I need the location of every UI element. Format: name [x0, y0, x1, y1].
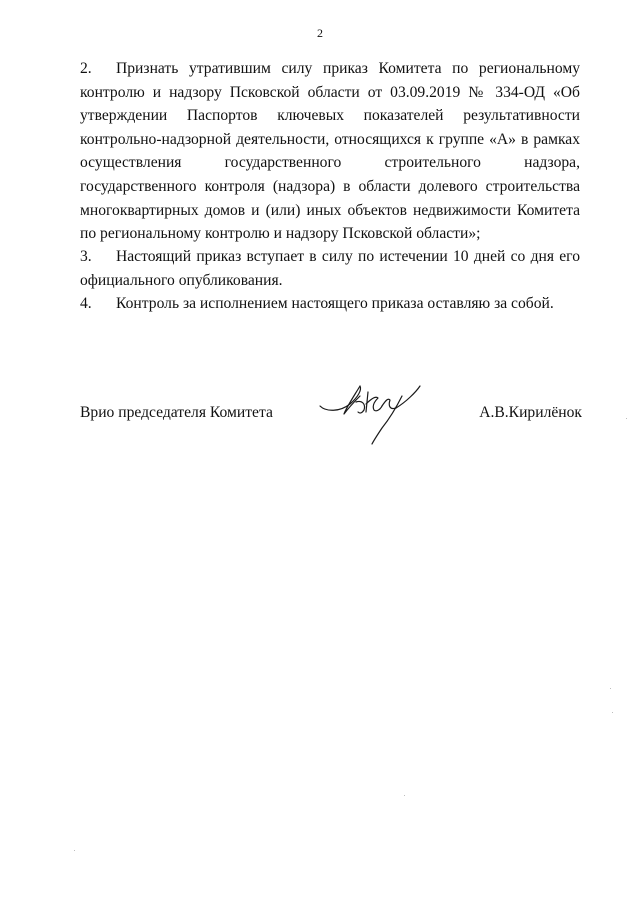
clause-text-first-line: Признать утратившим силу приказ Комитета по региональному — [116, 60, 580, 77]
signature-block — [80, 404, 582, 464]
signatory-name: А.В.Кирилёнок — [479, 404, 582, 421]
page-number: 2 — [317, 26, 323, 40]
scan-speck — [626, 418, 627, 419]
scan-speck — [610, 688, 611, 689]
clause-number: 2. — [80, 60, 92, 77]
clause-text: официального опубликования. — [80, 271, 283, 289]
scan-speck — [404, 795, 405, 796]
handwritten-signature — [316, 382, 426, 448]
clause-text-first-line: Настоящий приказ вступает в силу по истечении 10 дней со дня его — [116, 248, 580, 265]
clause-text: контролю и надзору Псковской области от 03.09.2019 № 334-ОД «Об утверждении Паспортов ключевых показателей результативности контрольно-надзорной деятельности, относящихся к группе «А» в рамках осуществления государственного строительного надзора, государственного контроля (надзора) в области долевого строительства многоквартирных домов и (или) иных объектов недвижимости Комитета по региональному контролю и надзору Псковской области»; — [80, 83, 580, 243]
clause-text: Контроль за исполнением настоящего приказа оставляю за собой. — [116, 295, 554, 312]
scan-speck — [612, 712, 613, 713]
signatory-position: Врио председателя Комитета — [80, 404, 273, 421]
clause-2 — [80, 57, 580, 246]
clause-4 — [80, 292, 580, 316]
clause-number: 4. — [80, 295, 92, 312]
scan-speck — [74, 850, 75, 851]
clause-3 — [80, 245, 580, 292]
clause-number: 3. — [80, 248, 92, 265]
